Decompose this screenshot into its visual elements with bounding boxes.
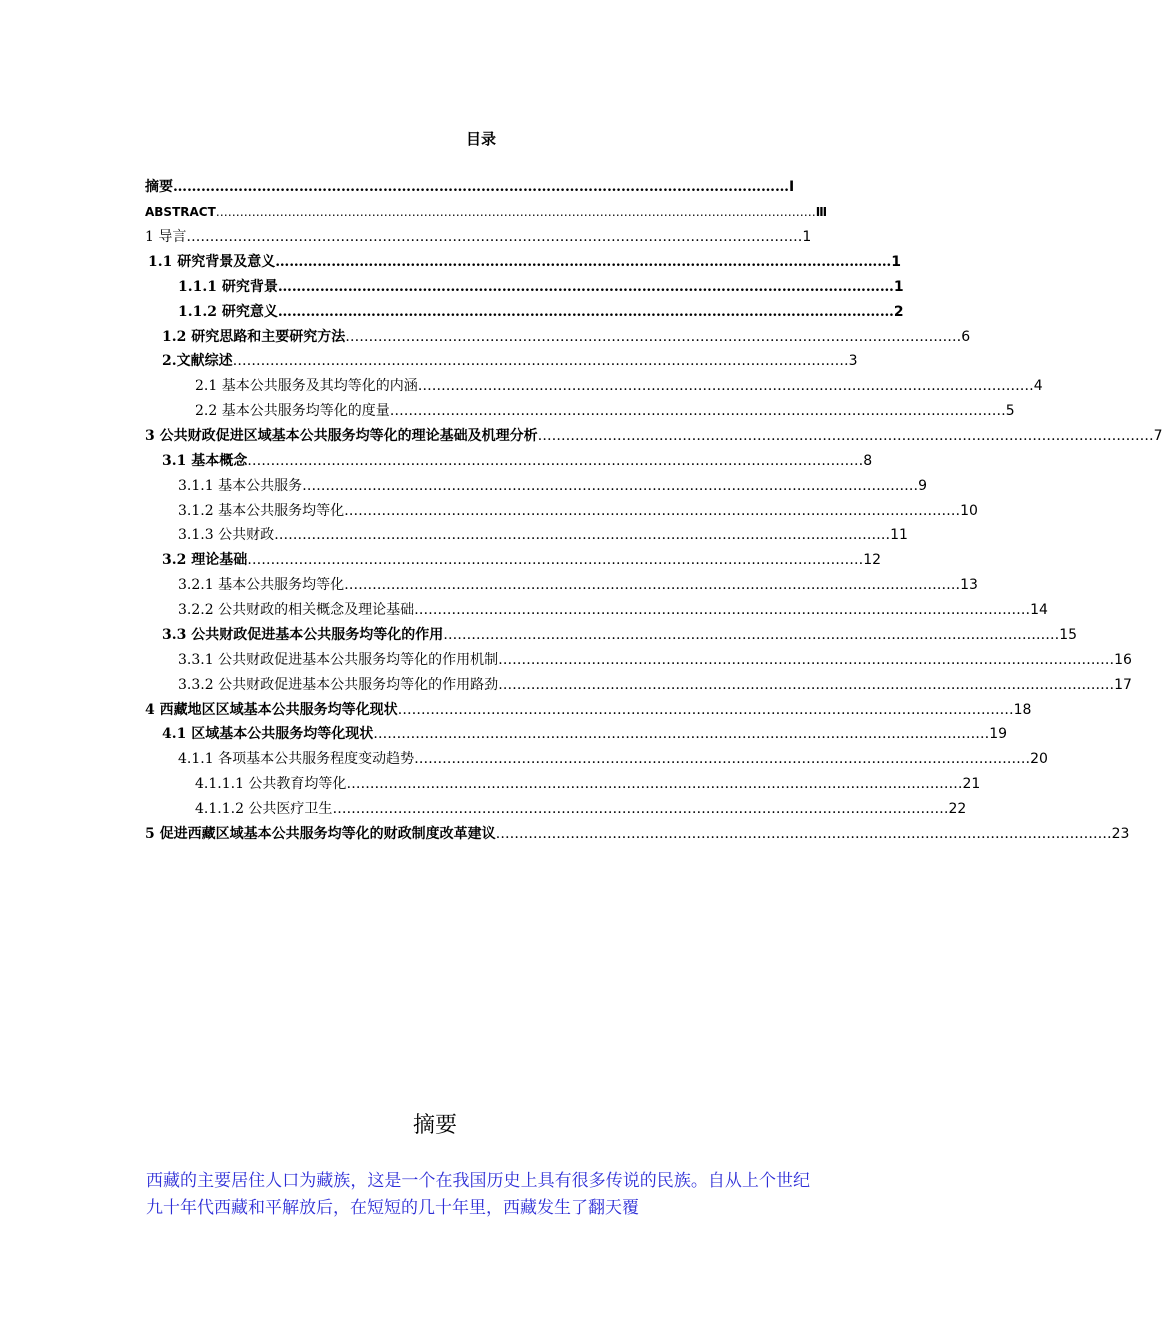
toc-leader: …………………………………………………………………………………………………………………… bbox=[537, 428, 1154, 444]
toc-entry-page: 20 bbox=[1030, 751, 1048, 767]
toc-entry-page: 19 bbox=[989, 726, 1008, 742]
toc-entry-label: 1.2 研究思路和主要研究方法 bbox=[162, 329, 346, 345]
toc-entry-label: 3.3 公共财政促进基本公共服务均等化的作用 bbox=[162, 627, 444, 643]
toc-entry-label: 3.1 基本概念 bbox=[162, 453, 248, 469]
toc-leader: …………………………………………………………………………………………………………………… bbox=[495, 826, 1112, 842]
toc-entry-label: 3.2 理论基础 bbox=[162, 552, 248, 568]
toc-entry[interactable] bbox=[162, 550, 882, 570]
toc-leader: …………………………………………………………………………………………………………………… bbox=[247, 453, 864, 469]
toc-leader: …………………………………………………………………………………………………………………… bbox=[414, 751, 1031, 767]
toc-entry-label: 1.1 研究背景及意义 bbox=[148, 254, 276, 270]
toc-leader: …………………………………………………………………………………………………………………… bbox=[373, 726, 990, 742]
toc-entry[interactable] bbox=[145, 202, 828, 222]
toc-entry-label: 4 西藏地区区域基本公共服务均等化现状 bbox=[145, 702, 398, 718]
toc-entry-page: 11 bbox=[890, 527, 908, 543]
toc-entry[interactable] bbox=[162, 451, 873, 471]
toc-leader: …………………………………………………………………………………………………………………… bbox=[414, 602, 1031, 618]
toc-entry-page: 12 bbox=[863, 552, 882, 568]
toc-entry-label: 4.1.1.1 公共教育均等化 bbox=[195, 776, 347, 792]
toc-entry[interactable] bbox=[162, 327, 971, 347]
toc-entry-page: 2 bbox=[893, 304, 904, 320]
toc-entry-page: 4 bbox=[1033, 378, 1043, 394]
toc-leader: …………………………………………………………………………………………………………………… bbox=[277, 279, 894, 295]
toc-entry-page: Ⅲ bbox=[815, 205, 828, 219]
abstract-paragraph: 西藏的主要居住人口为藏族，这是一个在我国历史上具有很多传说的民族。自从上个世纪九十年代西藏和平解放后，在短短的几十年里，西藏发生了翻天覆 bbox=[146, 1171, 810, 1218]
toc-leader: …………………………………………………………………………………………………………………… bbox=[275, 254, 892, 270]
toc-leader: …………………………………………………………………………………………………………………… bbox=[397, 702, 1014, 718]
toc-leader: …………………………………………………………………………………………………………………… bbox=[344, 503, 961, 519]
toc-entry-label: 2.2 基本公共服务均等化的度量 bbox=[195, 403, 390, 419]
toc-entry[interactable] bbox=[178, 575, 978, 595]
toc-entry-page: 14 bbox=[1030, 602, 1048, 618]
toc-leader: …………………………………………………………………………………………………………………… bbox=[277, 304, 894, 320]
toc-entry[interactable] bbox=[178, 650, 1132, 670]
toc-entry-page: 17 bbox=[1114, 677, 1132, 693]
toc-entry[interactable] bbox=[145, 426, 1163, 446]
toc-entry[interactable] bbox=[145, 700, 1032, 720]
toc-entry-label: 3.3.2 公共财政促进基本公共服务均等化的作用路劲 bbox=[178, 677, 499, 693]
toc-entry-label: 摘要 bbox=[145, 179, 173, 195]
toc-entry[interactable] bbox=[195, 774, 981, 794]
toc-entry-page: 22 bbox=[948, 801, 967, 817]
toc-entry-label: 3.3.1 公共财政促进基本公共服务均等化的作用机制 bbox=[178, 652, 499, 668]
toc-entry[interactable] bbox=[195, 401, 1015, 421]
toc-entry[interactable] bbox=[178, 476, 927, 496]
toc-entry[interactable] bbox=[178, 749, 1048, 769]
toc-entry-page: 1 bbox=[802, 229, 812, 245]
toc-leader: …………………………………………………………………………………………………………………… bbox=[344, 577, 961, 593]
toc-entry-label: 3.1.3 公共财政 bbox=[178, 527, 275, 543]
toc-entry-page: 6 bbox=[961, 329, 971, 345]
toc-leader: …………………………………………………………………………………………………………………… bbox=[232, 353, 849, 369]
toc-leader: …………………………………………………………………………………………………………………… bbox=[498, 677, 1115, 693]
toc-leader: …………………………………………………………………………………………………………………… bbox=[173, 179, 789, 195]
toc-entry-page: 15 bbox=[1059, 627, 1078, 643]
toc-leader: …………………………………………………………………………………………………………………… bbox=[346, 776, 963, 792]
toc-entry-label: 1 导言 bbox=[145, 229, 187, 245]
toc-entry-page: 1 bbox=[891, 254, 901, 270]
toc-entry-page: 21 bbox=[962, 776, 981, 792]
toc-leader: …………………………………………………………………………………………………………………… bbox=[389, 403, 1006, 419]
toc-leader: …………………………………………………………………………………………………………………… bbox=[302, 478, 919, 494]
toc-entry[interactable] bbox=[178, 525, 908, 545]
toc-entry-page: 8 bbox=[863, 453, 873, 469]
toc-leader: …………………………………………………………………………………………………………………… bbox=[247, 552, 864, 568]
toc-leader: …………………………………………………………………………………………………………………… bbox=[443, 627, 1060, 643]
toc-entry-label: 3.1.1 基本公共服务 bbox=[178, 478, 303, 494]
toc-leader: …………………………………………………………………………………………………………………… bbox=[417, 378, 1034, 394]
toc-entry-label: ABSTRACT bbox=[145, 205, 216, 219]
toc-entry-label: 4.1 区域基本公共服务均等化现状 bbox=[162, 726, 374, 742]
toc-entry-label: 3 公共财政促进区域基本公共服务均等化的理论基础及机理分析 bbox=[145, 428, 538, 444]
toc-entry[interactable] bbox=[178, 302, 904, 322]
toc-entry-page: 7 bbox=[1153, 428, 1163, 444]
toc-entry-label: 4.1.1.2 公共医疗卫生 bbox=[195, 801, 333, 817]
toc-entry[interactable] bbox=[145, 227, 812, 247]
toc-entry-page: 16 bbox=[1114, 652, 1132, 668]
toc-entry[interactable] bbox=[162, 724, 1008, 744]
toc-entry-label: 3.1.2 基本公共服务均等化 bbox=[178, 503, 345, 519]
toc-entry[interactable] bbox=[178, 277, 904, 297]
toc-leader: …………………………………………………………………………………………………………………… bbox=[498, 652, 1115, 668]
toc-entry[interactable] bbox=[148, 252, 901, 272]
toc-entry-label: 1.1.2 研究意义 bbox=[178, 304, 278, 320]
toc-entry[interactable] bbox=[178, 501, 978, 521]
toc-entry[interactable] bbox=[178, 600, 1048, 620]
toc-leader: …………………………………………………………………………………………………………………… bbox=[186, 229, 803, 245]
toc-title: 目录 bbox=[465, 130, 496, 148]
toc-entry-page: 18 bbox=[1013, 702, 1032, 718]
toc-entry-label: 3.2.2 公共财政的相关概念及理论基础 bbox=[178, 602, 415, 618]
toc-entry-page: 10 bbox=[960, 503, 978, 519]
toc-entry-page: Ⅰ bbox=[789, 179, 795, 195]
toc-entry-label: 1.1.1 研究背景 bbox=[178, 279, 278, 295]
toc-leader: …………………………………………………………………………………………………………………………………… bbox=[215, 205, 816, 219]
toc-entry-label: 5 促进西藏区域基本公共服务均等化的财政制度改革建议 bbox=[145, 826, 496, 842]
toc-entry[interactable] bbox=[195, 376, 1043, 396]
toc-entry-page: 23 bbox=[1111, 826, 1130, 842]
toc-entry-page: 1 bbox=[893, 279, 904, 295]
toc-leader: …………………………………………………………………………………………………………………… bbox=[345, 329, 962, 345]
toc-entry-page: 9 bbox=[918, 478, 927, 494]
toc-entry-label: 4.1.1 各项基本公共服务程度变动趋势 bbox=[178, 751, 415, 767]
toc-entry-page: 3 bbox=[848, 353, 858, 369]
toc-leader: …………………………………………………………………………………………………………………… bbox=[332, 801, 949, 817]
toc-entry-label: 2.1 基本公共服务及其均等化的内涵 bbox=[195, 378, 418, 394]
toc-entry-label: 3.2.1 基本公共服务均等化 bbox=[178, 577, 345, 593]
toc-entry[interactable] bbox=[178, 675, 1132, 695]
toc-entry[interactable] bbox=[145, 177, 793, 197]
toc-entry[interactable] bbox=[162, 625, 1078, 645]
abstract-title: 摘要 bbox=[412, 1113, 457, 1138]
toc-entry-page: 13 bbox=[960, 577, 978, 593]
toc-entry-page: 5 bbox=[1005, 403, 1015, 419]
toc-entry[interactable] bbox=[162, 351, 858, 371]
toc-entry[interactable] bbox=[195, 799, 967, 819]
toc-leader: …………………………………………………………………………………………………………………… bbox=[274, 527, 891, 543]
toc-entry-label: 2.文献综述 bbox=[162, 353, 233, 369]
toc-entry[interactable] bbox=[145, 824, 1130, 844]
